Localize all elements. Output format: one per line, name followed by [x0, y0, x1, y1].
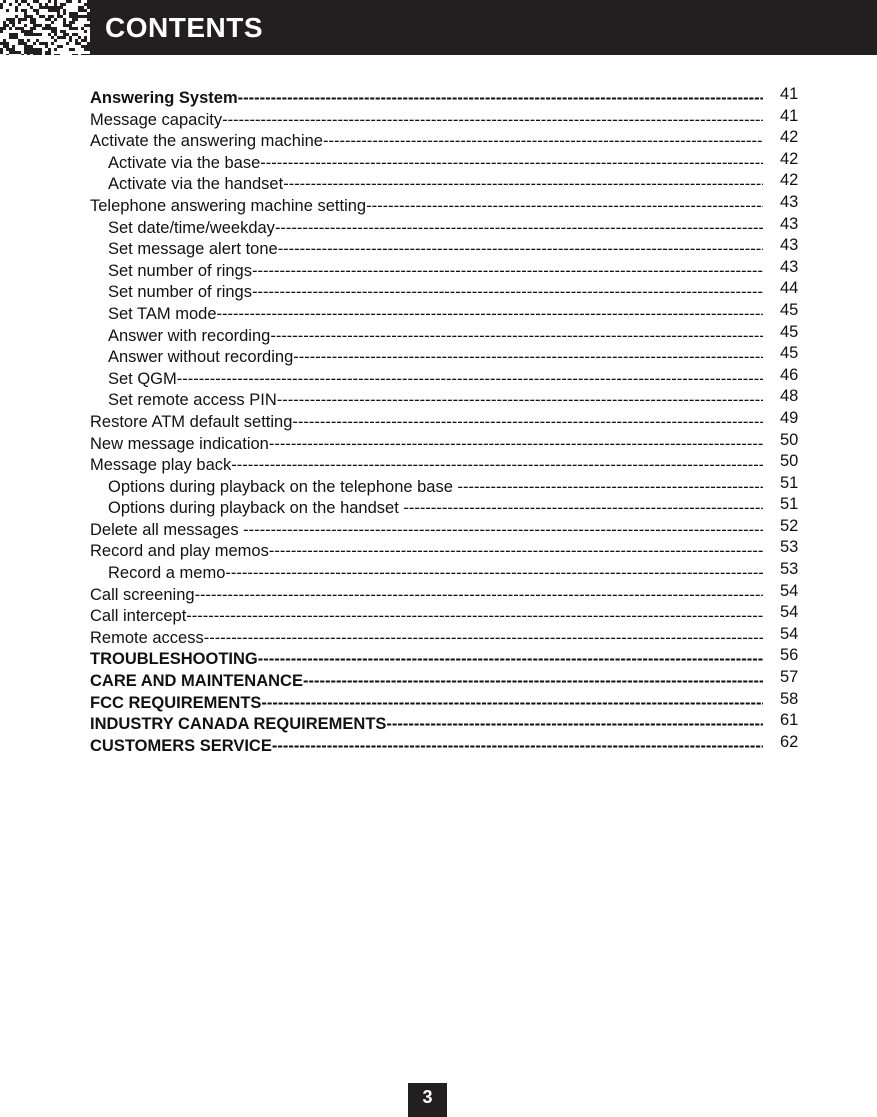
- toc-entry[interactable]: [90, 624, 810, 649]
- toc-entry-title: Set QGM -----: [90, 369, 763, 391]
- toc-entry[interactable]: [90, 149, 810, 174]
- toc-entry-page: 41: [780, 85, 799, 103]
- toc-entry[interactable]: [90, 605, 810, 627]
- toc-entry[interactable]: [90, 87, 810, 109]
- toc-entry-title: Options during playback on the telephone base -----: [90, 477, 763, 499]
- toc-entry[interactable]: [90, 322, 810, 347]
- toc-entry-title: TROUBLESHOOTING -----: [90, 649, 763, 671]
- toc-entry-page: 53: [780, 538, 799, 557]
- toc-entry[interactable]: [90, 454, 810, 476]
- toc-entry-page: 58: [780, 689, 799, 708]
- toc-entry[interactable]: [90, 365, 810, 390]
- toc-entry-title: Answer without recording -----: [90, 347, 763, 369]
- toc-entry-title: Set number of rings -----: [90, 261, 763, 283]
- page-title: CONTENTS: [105, 12, 263, 43]
- toc-entry-title: INDUSTRY CANADA REQUIREMENTS -----: [90, 714, 763, 736]
- toc-entry-title: Restore ATM default setting -----: [90, 412, 763, 434]
- toc-entry-page: 54: [780, 581, 799, 600]
- toc-entry-page: 43: [780, 257, 799, 276]
- qr-pattern-logo: [0, 0, 90, 55]
- toc-entry[interactable]: [90, 670, 810, 692]
- toc-entry-page: 52: [780, 516, 799, 535]
- toc-entry-page: 41: [780, 106, 799, 125]
- toc-entry-page: 45: [780, 344, 799, 363]
- toc-entry[interactable]: [90, 732, 810, 757]
- toc-entry[interactable]: [90, 346, 810, 368]
- toc-entry[interactable]: [90, 516, 810, 541]
- toc-entry-page: 49: [780, 408, 799, 427]
- toc-entry[interactable]: [90, 430, 810, 455]
- toc-entry-page: 44: [780, 279, 799, 298]
- table-of-contents: [90, 87, 810, 756]
- toc-entry-page: 53: [780, 560, 799, 579]
- toc-entry-page: 43: [780, 192, 799, 211]
- toc-entry-page: 61: [780, 711, 799, 730]
- toc-entry-title: Answer with recording -----: [90, 326, 763, 348]
- toc-entry-title: Delete all messages -----: [90, 520, 763, 542]
- toc-entry-title: CARE AND MAINTENANCE -----: [90, 671, 763, 693]
- toc-entry-page: 43: [780, 236, 799, 255]
- toc-entry-page: 50: [780, 452, 799, 471]
- toc-entry-page: 42: [780, 128, 799, 147]
- toc-entry[interactable]: [90, 713, 810, 735]
- toc-entry-title: Set date/time/weekday -----: [90, 218, 763, 240]
- toc-entry-title: Call screening -----: [90, 585, 763, 607]
- toc-entry-page: 48: [780, 387, 799, 406]
- toc-entry-page: 51: [780, 473, 799, 492]
- toc-entry[interactable]: [90, 300, 810, 325]
- toc-entry[interactable]: [90, 473, 810, 498]
- toc-entry-title: Telephone answering machine setting -----: [90, 196, 763, 218]
- toc-entry-page: 43: [780, 214, 799, 233]
- toc-entry[interactable]: [90, 540, 810, 562]
- toc-entry-title: New message indication -----: [90, 434, 763, 456]
- toc-entry-page: 45: [780, 322, 799, 341]
- toc-entry-title: Call intercept -----: [90, 606, 763, 628]
- toc-entry-page: 57: [780, 668, 799, 687]
- toc-entry-title: Message play back -----: [90, 455, 763, 477]
- toc-entry-title: Remote access -----: [90, 628, 763, 650]
- page-number: 3: [408, 1083, 447, 1117]
- toc-entry-page: 45: [780, 300, 799, 319]
- toc-entry-page: 51: [780, 495, 799, 514]
- toc-entry[interactable]: [90, 562, 810, 584]
- toc-entry-title: Activate via the base -----: [90, 153, 763, 175]
- toc-entry-title: Set number of rings -----: [90, 282, 763, 304]
- toc-entry-title: Message capacity -----: [90, 110, 763, 132]
- toc-entry-page: 42: [780, 149, 799, 168]
- header-bar: [0, 0, 877, 55]
- toc-entry[interactable]: [90, 648, 810, 670]
- toc-entry-title: Set message alert tone -----: [90, 239, 763, 261]
- toc-entry-title: Record and play memos -----: [90, 541, 763, 563]
- toc-entry[interactable]: [90, 257, 810, 282]
- toc-entry-page: 62: [780, 732, 799, 751]
- toc-entry-title: Answering System -----: [90, 88, 763, 110]
- toc-entry-title: Activate via the handset -----: [90, 174, 763, 196]
- toc-entry-page: 42: [780, 171, 799, 190]
- toc-entry[interactable]: [90, 214, 810, 239]
- toc-entry-title: Record a memo -----: [90, 563, 763, 585]
- toc-entry-title: CUSTOMERS SERVICE -----: [90, 736, 763, 758]
- toc-entry[interactable]: [90, 238, 810, 260]
- toc-entry[interactable]: [90, 497, 810, 519]
- toc-entry-title: Set TAM mode -----: [90, 304, 763, 326]
- toc-entry-title: Activate the answering machine -----: [90, 131, 763, 153]
- toc-entry[interactable]: [90, 192, 810, 217]
- toc-entry-page: 50: [780, 430, 799, 449]
- toc-entry-title: Set remote access PIN -----: [90, 390, 763, 412]
- toc-entry[interactable]: [90, 581, 810, 606]
- toc-entry[interactable]: [90, 689, 810, 714]
- toc-entry-page: 56: [780, 646, 799, 665]
- toc-entry[interactable]: [90, 281, 810, 303]
- toc-entry-page: 46: [780, 365, 799, 384]
- toc-entry[interactable]: [90, 106, 810, 131]
- toc-entry-title: Options during playback on the handset -----: [90, 498, 763, 520]
- toc-entry[interactable]: [90, 408, 810, 433]
- toc-entry-page: 54: [780, 624, 799, 643]
- toc-entry[interactable]: [90, 389, 810, 411]
- toc-entry-title: FCC REQUIREMENTS -----: [90, 693, 763, 715]
- toc-entry-page: 54: [780, 603, 799, 622]
- toc-entry[interactable]: [90, 173, 810, 195]
- toc-entry[interactable]: [90, 130, 810, 152]
